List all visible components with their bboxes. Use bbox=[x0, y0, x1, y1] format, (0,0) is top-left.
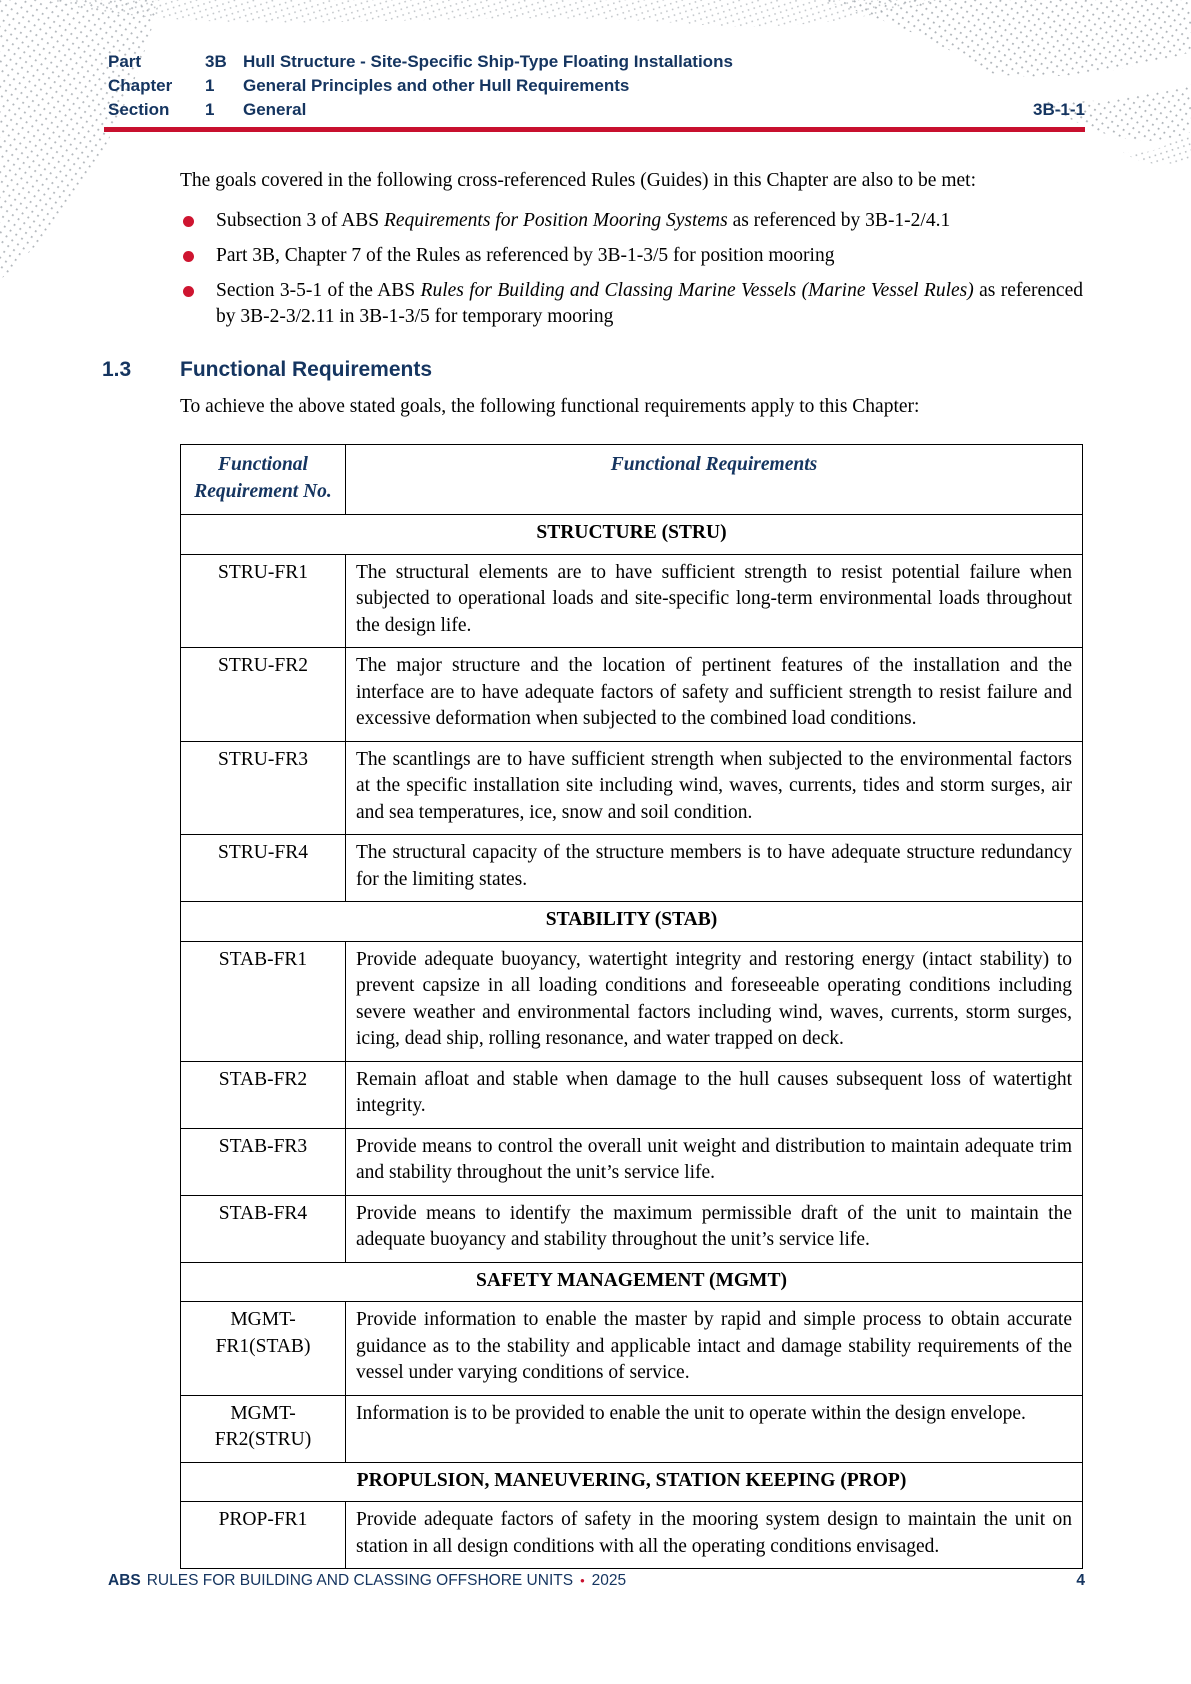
bullet-icon bbox=[183, 286, 194, 297]
table-group-row bbox=[181, 902, 1083, 942]
table-group-row bbox=[181, 515, 1083, 555]
table-row bbox=[181, 941, 1083, 1061]
requirement-text-cell: The major structure and the location of pertinent features of the installation and the interface are to have adequate factors of safety and sufficient strength to resist failure and excessive deformation when subjected to the combined load conditions. bbox=[346, 648, 1083, 742]
table-group-row bbox=[181, 1462, 1083, 1502]
page-body bbox=[102, 168, 1083, 1569]
requirement-no-cell: STRU-FR3 bbox=[181, 741, 346, 835]
bullet-list bbox=[180, 208, 1083, 330]
group-title: STABILITY (STAB) bbox=[181, 902, 1083, 942]
intro-paragraph: The goals covered in the following cross-referenced Rules (Guides) in this Chapter are also to be met: bbox=[180, 170, 976, 191]
footer-year: 2025 bbox=[591, 1572, 627, 1589]
bullet-icon bbox=[183, 216, 194, 227]
header-number: 1 bbox=[205, 100, 215, 119]
header-divider-rule bbox=[104, 127, 1085, 132]
lead-paragraph: To achieve the above stated goals, the following functional requirements apply to this Chapter: bbox=[180, 396, 920, 417]
footer-text: RULES FOR BUILDING AND CLASSING OFFSHORE UNITS bbox=[146, 1572, 574, 1589]
table-row bbox=[181, 1195, 1083, 1262]
group-title: STRUCTURE (STRU) bbox=[181, 515, 1083, 555]
table-row bbox=[181, 1128, 1083, 1195]
requirement-no-cell: STRU-FR1 bbox=[181, 554, 346, 648]
functional-requirements-table bbox=[180, 444, 1083, 1569]
header-number: 3B bbox=[205, 52, 227, 71]
table-row bbox=[181, 835, 1083, 902]
table-row bbox=[181, 1502, 1083, 1569]
section-reference: 3B-1-1 bbox=[1033, 100, 1085, 119]
table-row bbox=[181, 741, 1083, 835]
header-row-part bbox=[108, 50, 1085, 74]
requirement-text-cell: The structural elements are to have sufficient strength to resist potential failure when subjected to operational loads and site-specific long-term environmental loads throughout the design life. bbox=[346, 554, 1083, 648]
bullet-text: as referenced by 3B-2-3/2.11 in 3B-1-3/5 for temporary mooring bbox=[216, 280, 1083, 327]
requirement-no-cell: PROP-FR1 bbox=[181, 1502, 346, 1569]
header-label: Chapter bbox=[108, 76, 173, 95]
requirement-no-cell: MGMT-FR1(STAB) bbox=[181, 1302, 346, 1396]
table-header-row bbox=[181, 445, 1083, 515]
requirement-text-cell: Provide means to identify the maximum permissible draft of the unit to maintain the adequate buoyancy and stability throughout the unit’s service life. bbox=[346, 1195, 1083, 1262]
cited-rule-title: Rules for Building and Classing Marine Vessels (Marine Vessel Rules) bbox=[420, 280, 974, 301]
section-heading bbox=[102, 356, 1083, 384]
requirement-no-cell: STAB-FR4 bbox=[181, 1195, 346, 1262]
requirement-no-cell: STAB-FR1 bbox=[181, 941, 346, 1061]
list-item bbox=[180, 278, 1083, 330]
requirement-no-cell: STAB-FR3 bbox=[181, 1128, 346, 1195]
table-row bbox=[181, 648, 1083, 742]
requirement-text-cell: The scantlings are to have sufficient strength when subjected to the environmental factors at the specific installation site including wind, waves, currents, tides and storm surges, air and sea temperatures, ice, snow and soil condition. bbox=[346, 741, 1083, 835]
bullet-icon bbox=[183, 251, 194, 262]
header-label: Section bbox=[108, 100, 170, 119]
table-row bbox=[181, 1395, 1083, 1462]
requirement-text-cell: The structural capacity of the structure members is to have adequate structure redundancy for the limiting states. bbox=[346, 835, 1083, 902]
bullet-text: Subsection 3 of ABS bbox=[216, 210, 384, 231]
cited-rule-title: Requirements for Position Mooring Systems bbox=[383, 210, 728, 231]
page-number: 4 bbox=[1076, 1572, 1085, 1589]
section-title: Functional Requirements bbox=[180, 358, 433, 381]
table-row bbox=[181, 1061, 1083, 1128]
header-label: Part bbox=[108, 52, 142, 71]
column-header-requirements: Functional Requirements bbox=[346, 445, 1083, 515]
table-body bbox=[181, 515, 1083, 1569]
table-row bbox=[181, 1302, 1083, 1396]
page-header bbox=[108, 50, 1085, 122]
requirement-text-cell: Provide adequate buoyancy, watertight integrity and restoring energy (intact stability) to prevent capsize in all loading conditions and foreseeable operating conditions including severe weather and environmental factors including wind, waves, currents, storm surges, icing, dead ship, rolling resonance, and water trapped on deck. bbox=[346, 941, 1083, 1061]
header-title: General bbox=[243, 100, 307, 119]
header-row-section bbox=[108, 98, 1085, 122]
group-title: SAFETY MANAGEMENT (MGMT) bbox=[181, 1262, 1083, 1302]
group-title: PROPULSION, MANEUVERING, STATION KEEPING (PROP) bbox=[181, 1462, 1083, 1502]
footer-brand: ABS bbox=[108, 1572, 141, 1589]
table-row bbox=[181, 554, 1083, 648]
requirement-text-cell: Provide information to enable the master by rapid and simple process to obtain accurate guidance as to the stability and applicable intact and damage stability requirements of the vessel under varying conditions of service. bbox=[346, 1302, 1083, 1396]
requirement-text-cell: Provide adequate factors of safety in the mooring system design to maintain the unit on station in all design conditions with all the operating conditions envisaged. bbox=[346, 1502, 1083, 1569]
page-footer bbox=[108, 1572, 1085, 1590]
list-item bbox=[180, 208, 1083, 234]
bullet-text: Part 3B, Chapter 7 of the Rules as referenced by 3B-1-3/5 for position mooring bbox=[216, 245, 835, 266]
bullet-text: Section 3-5-1 of the ABS bbox=[216, 280, 421, 301]
requirement-no-cell: MGMT-FR2(STRU) bbox=[181, 1395, 346, 1462]
requirement-no-cell: STRU-FR2 bbox=[181, 648, 346, 742]
header-title: General Principles and other Hull Requirements bbox=[243, 76, 630, 95]
list-item bbox=[180, 243, 1083, 269]
requirement-no-cell: STAB-FR2 bbox=[181, 1061, 346, 1128]
header-number: 1 bbox=[205, 76, 215, 95]
header-row-chapter bbox=[108, 74, 1085, 98]
requirement-no-cell: STRU-FR4 bbox=[181, 835, 346, 902]
header-title: Hull Structure - Site-Specific Ship-Type Floating Installations bbox=[243, 52, 733, 71]
table-group-row bbox=[181, 1262, 1083, 1302]
requirement-text-cell: Remain afloat and stable when damage to the hull causes subsequent loss of watertight integrity. bbox=[346, 1061, 1083, 1128]
footer-separator-dot: • bbox=[580, 1573, 585, 1588]
requirement-text-cell: Provide means to control the overall unit weight and distribution to maintain adequate trim and stability throughout the unit’s service life. bbox=[346, 1128, 1083, 1195]
bullet-text: as referenced by 3B-1-2/4.1 bbox=[727, 210, 951, 231]
section-number: 1.3 bbox=[102, 358, 132, 381]
requirement-text-cell: Information is to be provided to enable the unit to operate within the design envelope. bbox=[346, 1395, 1083, 1462]
column-header-requirement-no: Functional Requirement No. bbox=[181, 445, 346, 515]
